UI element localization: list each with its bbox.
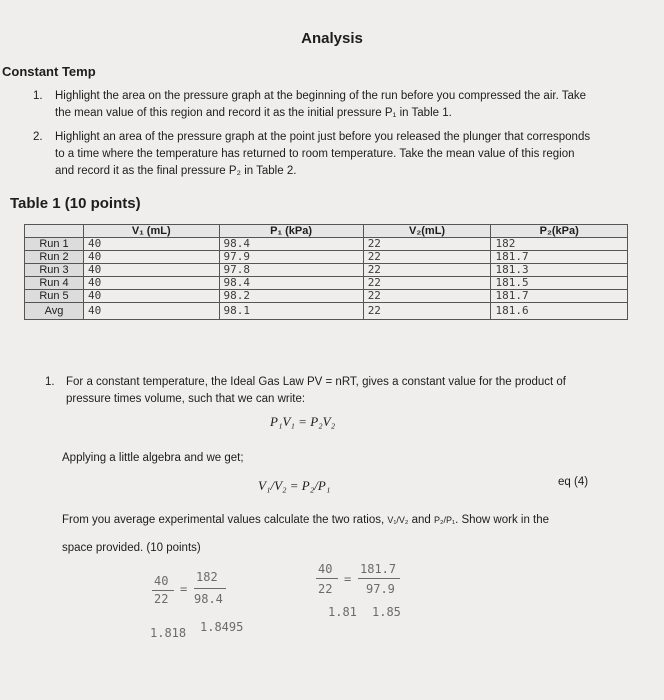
question-number: 1. [45, 376, 55, 388]
table-row [25, 277, 628, 290]
instruction-2 [33, 129, 595, 180]
algebra-text: Applying a little algebra and we get; [62, 452, 244, 464]
cell-p1: 97.8 [219, 264, 363, 277]
hand-right-result2: 1.85 [372, 605, 401, 619]
instruction-1-text: Highlight the area on the pressure graph at the beginning of the run before you compressed the air. Take the mean value of this region and record it as the initial pressure P₁ in Table 1. [55, 90, 587, 119]
table-row [25, 290, 628, 303]
hand-right-eq: = [344, 572, 352, 586]
cell-v2: 22 [363, 303, 491, 320]
prompt-and: and [411, 514, 431, 526]
hand-right-den2: 97.9 [366, 582, 395, 596]
cell-p2: 181.7 [491, 251, 628, 264]
table-caption: Table 1 (10 points) [10, 195, 141, 212]
question-intro: For a constant temperature, the Ideal Gas Law PV = nRT, gives a constant value for the product of pressure times volume, such that we can write: [66, 376, 566, 405]
cell-p1: 98.4 [219, 277, 363, 290]
cell-p2: 181.3 [491, 264, 628, 277]
cell-p1: 98.1 [219, 303, 363, 320]
hand-left-result2: 1.8495 [200, 620, 244, 634]
hand-left-num1: 40 [154, 574, 169, 588]
table-header-row [25, 225, 628, 238]
cell-p1: 97.9 [219, 251, 363, 264]
header-v2: V₂(mL) [363, 225, 491, 238]
hand-left-num2: 182 [196, 570, 218, 584]
row-label: Run 3 [25, 264, 84, 277]
instruction-1-number: 1. [33, 90, 43, 102]
hand-left-fracline2 [194, 588, 226, 589]
prompt-part-a: From you average experimental values calculate the two ratios, [62, 514, 385, 526]
hand-right-num2: 181.7 [360, 562, 397, 576]
row-label: Run 4 [25, 277, 84, 290]
cell-v2: 22 [363, 238, 491, 251]
hand-right-fracline2 [358, 578, 400, 579]
cell-v2: 22 [363, 264, 491, 277]
cell-v1: 40 [84, 264, 220, 277]
hand-right-result1: 1.81 [328, 605, 357, 619]
table-row-average [25, 303, 628, 320]
cell-v1: 40 [84, 277, 220, 290]
prompt-part-c: space provided. (10 points) [62, 542, 201, 554]
hand-right-num1: 40 [318, 562, 333, 576]
table-row [25, 264, 628, 277]
question-prompt [62, 512, 622, 529]
header-blank [25, 225, 84, 238]
section-title: Constant Temp [2, 64, 96, 79]
hand-right-den1: 22 [318, 582, 333, 596]
cell-v1: 40 [84, 238, 220, 251]
equation-2: V₁/V₂ = P₂/P₁ [258, 478, 331, 493]
row-label: Avg [25, 303, 84, 320]
cell-p2: 181.7 [491, 290, 628, 303]
prompt-ratio-p: P₂/P₁ [434, 515, 456, 525]
hand-left-result1: 1.818 [150, 626, 187, 640]
header-p1: P₁ (kPa) [219, 225, 363, 238]
row-label: Run 2 [25, 251, 84, 264]
cell-p1: 98.4 [219, 238, 363, 251]
equation-1: P₁V₁ = P₂V₂ [270, 414, 336, 429]
prompt-ratio-v: V₁/V₂ [387, 515, 409, 525]
hand-left-den1: 22 [154, 592, 169, 606]
row-label: Run 1 [25, 238, 84, 251]
table-row [25, 238, 628, 251]
cell-p1: 98.2 [219, 290, 363, 303]
table-row [25, 251, 628, 264]
instruction-2-text: Highlight an area of the pressure graph at the point just before you released the plunger that corresponds to a time where the temperature has returned to room temperature. Take the mean value of this region and record it as the final pressure P₂ in Table 2. [55, 131, 591, 177]
hand-left-den2: 98.4 [194, 592, 223, 606]
instruction-2-number: 2. [33, 131, 43, 143]
cell-v2: 22 [363, 290, 491, 303]
cell-v1: 40 [84, 303, 220, 320]
page-title: Analysis [301, 30, 363, 47]
data-table [24, 224, 628, 320]
hand-right-fracline1 [316, 578, 338, 579]
equation-label: eq (4) [558, 476, 589, 488]
cell-p2: 181.5 [491, 277, 628, 290]
cell-v1: 40 [84, 251, 220, 264]
hand-left-eq: = [180, 582, 188, 596]
row-label: Run 5 [25, 290, 84, 303]
cell-p2: 182 [491, 238, 628, 251]
instruction-1 [33, 88, 595, 122]
cell-p2: 181.6 [491, 303, 628, 320]
prompt-part-b: . Show work in the [455, 514, 550, 526]
cell-v2: 22 [363, 277, 491, 290]
header-v1: V₁ (mL) [84, 225, 220, 238]
cell-v2: 22 [363, 251, 491, 264]
cell-v1: 40 [84, 290, 220, 303]
header-p2: P₂(kPa) [491, 225, 628, 238]
hand-left-fracline1 [152, 590, 174, 591]
